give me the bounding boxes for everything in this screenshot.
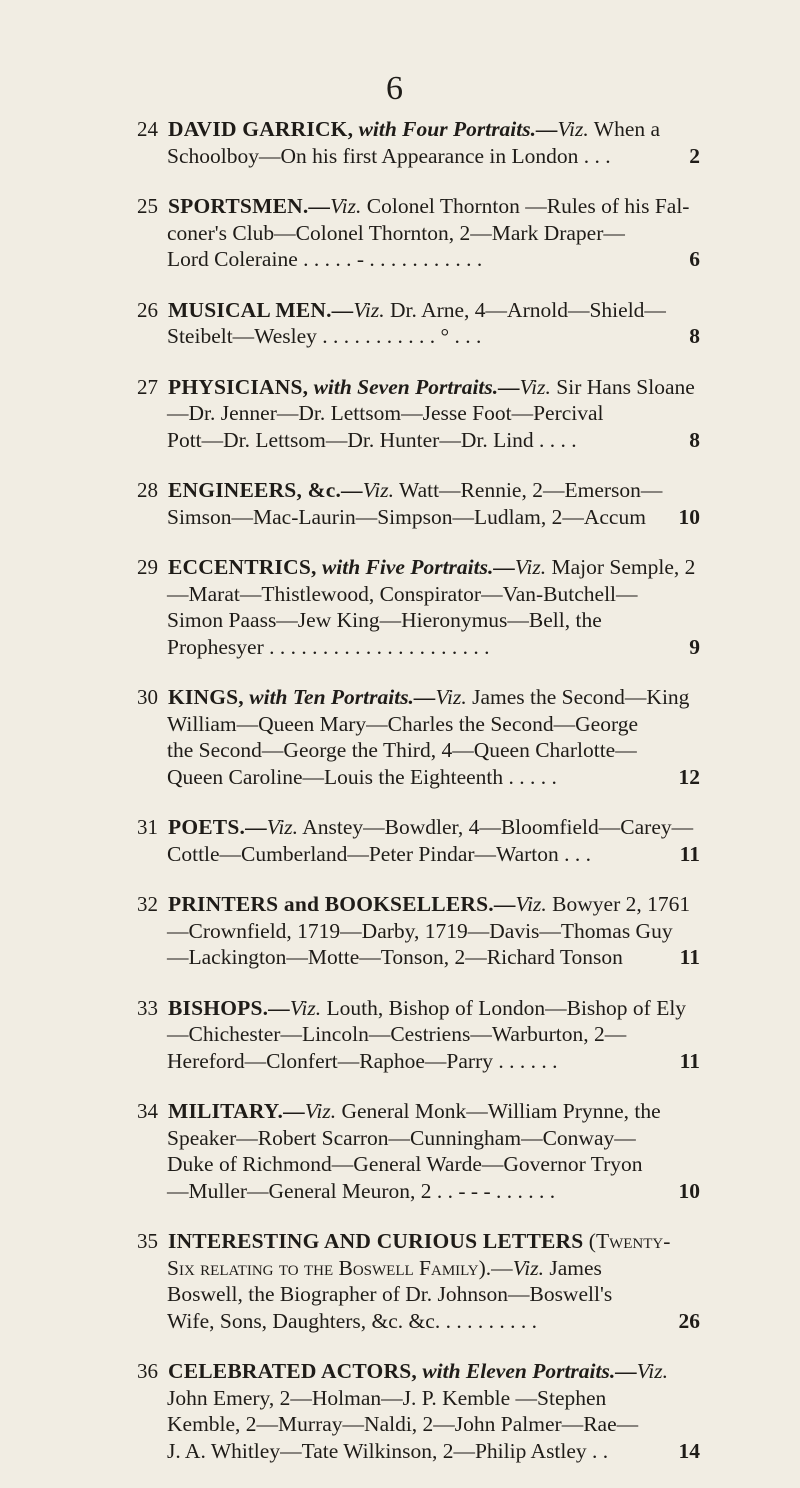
catalog-entry bbox=[0, 297, 800, 350]
entry-text-line: coner's Club—Colonel Thornton, 2—Mark Draper— bbox=[167, 220, 625, 245]
entry-continuation-line bbox=[0, 1178, 800, 1205]
entry-continuation-line bbox=[0, 400, 800, 427]
catalog-entry bbox=[0, 995, 800, 1075]
entry-text-line: Sir Hans Sloane bbox=[556, 374, 695, 399]
entry-first-line bbox=[0, 814, 800, 841]
entry-number: 25 bbox=[137, 194, 158, 218]
entry-heading: SPORTSMEN.— bbox=[168, 194, 331, 218]
entry-viz: Viz. bbox=[304, 1099, 337, 1123]
entry-continuation-line bbox=[0, 764, 800, 791]
entry-continuation-line bbox=[0, 841, 800, 868]
entry-viz: Viz. bbox=[519, 374, 551, 399]
entry-continuation-line bbox=[0, 1281, 800, 1308]
catalog-entry bbox=[0, 891, 800, 971]
entry-page-number: 11 bbox=[679, 1048, 700, 1073]
entry-text-line: Major Semple, 2 bbox=[551, 555, 696, 579]
entry-text-line: Cottle—Cumberland—Peter Pindar—Warton . . . bbox=[167, 841, 592, 866]
entry-viz: Viz. bbox=[330, 194, 362, 218]
entry-text-line: —Lackington—Motte—Tonson, 2—Richard Tonson bbox=[167, 945, 623, 969]
entry-text-line: John Emery, 2—Holman—J. P. Kemble —Stephen bbox=[167, 1385, 607, 1410]
entry-text-line: Prophesyer . . . . . . . . . . . . . . . . . . . . . bbox=[167, 634, 490, 659]
entry-text-line: Simson—Mac-Laurin—Simpson—Ludlam, 2—Accum bbox=[167, 504, 646, 529]
entry-viz: Viz. bbox=[557, 117, 589, 141]
entry-viz: Viz. bbox=[353, 297, 385, 322]
entry-text-line: (Twenty- bbox=[588, 1229, 671, 1253]
entry-subtitle: with Eleven Portraits.— bbox=[422, 1359, 637, 1383]
entry-text-line: Kemble, 2—Murray—Naldi, 2—John Palmer—Rae— bbox=[167, 1412, 639, 1436]
entry-text-line: Lord Coleraine . . . . . - . . . . . . . . . . . bbox=[167, 247, 483, 271]
entry-text-line: Duke of Richmond—General Warde—Governor Tryon bbox=[167, 1152, 643, 1176]
entry-continuation-line bbox=[0, 246, 800, 273]
entry-continuation-line bbox=[0, 944, 800, 971]
page-number: 6 bbox=[386, 70, 403, 107]
entry-continuation-line bbox=[0, 504, 800, 531]
catalog-entry bbox=[0, 814, 800, 867]
entry-viz: Viz. bbox=[435, 685, 467, 709]
entry-page-number: 11 bbox=[679, 841, 700, 866]
entry-continuation-line bbox=[0, 1125, 800, 1152]
entry-number: 36 bbox=[137, 1359, 158, 1383]
entry-first-line bbox=[0, 995, 800, 1022]
entry-text-line: Speaker—Robert Scarron—Cunningham—Conway— bbox=[167, 1125, 636, 1150]
entry-text-line: —Muller—General Meuron, 2 . . - - - . . . . . . bbox=[167, 1178, 556, 1203]
entry-continuation-line bbox=[0, 1411, 800, 1438]
entry-first-line bbox=[0, 374, 800, 401]
entry-heading: CELEBRATED ACTORS, bbox=[168, 1359, 417, 1383]
entry-text-line: General Monk—William Prynne, the bbox=[341, 1099, 661, 1123]
entry-text-line: William—Queen Mary—Charles the Second—George bbox=[167, 711, 639, 736]
entry-text-line: Watt—Rennie, 2—Emerson— bbox=[399, 478, 663, 502]
entry-first-line bbox=[0, 477, 800, 504]
entry-subtitle: with Seven Portraits.— bbox=[313, 374, 520, 399]
catalog-entry bbox=[0, 374, 800, 454]
entry-text-line: Queen Caroline—Louis the Eighteenth . . . . . bbox=[167, 764, 557, 789]
entry-text-line: Pott—Dr. Lettsom—Dr. Hunter—Dr. Lind . . . . bbox=[167, 427, 577, 452]
entry-text-line: James the Second—King bbox=[472, 685, 690, 709]
entry-text-line: —Dr. Jenner—Dr. Lettsom—Jesse Foot—Percival bbox=[167, 401, 604, 425]
entry-viz: Viz. bbox=[636, 1359, 669, 1383]
entry-continuation-line bbox=[0, 1385, 800, 1412]
entry-first-line bbox=[0, 554, 800, 581]
entry-text-line: Six relating to the Boswell Family).— bbox=[167, 1255, 513, 1280]
entry-text-line: Bowyer 2, 1761 bbox=[552, 892, 691, 916]
entry-viz: Viz. bbox=[289, 995, 322, 1020]
entry-subtitle: with Five Portraits.— bbox=[321, 555, 515, 579]
catalog-entry bbox=[0, 1098, 800, 1204]
entry-number: 33 bbox=[137, 995, 158, 1020]
entry-number: 27 bbox=[137, 374, 158, 399]
entry-text-line: —Chichester—Lincoln—Cestriens—Warburton, 2— bbox=[167, 1022, 627, 1046]
entry-number: 32 bbox=[137, 892, 158, 916]
entry-text-line: Simon Paass—Jew King—Hieronymus—Bell, the bbox=[167, 608, 602, 632]
entry-continuation-line bbox=[0, 711, 800, 738]
entry-page-number: 26 bbox=[678, 1308, 700, 1333]
catalog-entries bbox=[0, 116, 800, 1488]
entry-number: 34 bbox=[137, 1099, 158, 1123]
entry-continuation-line bbox=[0, 427, 800, 454]
catalog-entry bbox=[0, 1228, 800, 1334]
entry-number: 35 bbox=[137, 1229, 158, 1253]
entry-continuation-line bbox=[0, 607, 800, 634]
entry-first-line bbox=[0, 193, 800, 220]
entry-number: 26 bbox=[137, 297, 158, 322]
entry-continuation-line bbox=[0, 1308, 800, 1335]
entry-page-number: 10 bbox=[678, 504, 700, 529]
entry-number: 30 bbox=[137, 685, 158, 709]
entry-text-line: Colonel Thornton —Rules of his Fal- bbox=[366, 194, 690, 218]
entry-viz: Viz. bbox=[514, 555, 547, 579]
entry-number: 29 bbox=[137, 555, 158, 579]
entry-continuation-line bbox=[0, 1048, 800, 1075]
entry-continuation-line bbox=[0, 1438, 800, 1465]
entry-heading: MUSICAL MEN.— bbox=[168, 297, 354, 322]
entry-text-line: —Marat—Thistlewood, Conspirator—Van-Butchell— bbox=[167, 581, 638, 606]
catalog-entry bbox=[0, 554, 800, 660]
catalog-entry bbox=[0, 1358, 800, 1464]
entry-text-line: Steibelt—Wesley . . . . . . . . . . . ° . . . bbox=[167, 324, 482, 348]
entry-page-number: 8 bbox=[689, 324, 700, 348]
catalog-entry bbox=[0, 193, 800, 273]
entry-number: 31 bbox=[137, 815, 158, 839]
entry-page-number: 6 bbox=[689, 247, 700, 271]
entry-heading: POETS.— bbox=[168, 815, 267, 839]
entry-text-line: —Crownfield, 1719—Darby, 1719—Davis—Thomas Guy bbox=[167, 918, 673, 943]
catalog-entry bbox=[0, 116, 800, 169]
entry-continuation-line bbox=[0, 323, 800, 350]
entry-continuation-line bbox=[0, 1021, 800, 1048]
entry-first-line bbox=[0, 116, 800, 143]
entry-text-line: J. A. Whitley—Tate Wilkinson, 2—Philip Astley . . bbox=[167, 1438, 609, 1463]
entry-text-line: James bbox=[549, 1255, 602, 1280]
entry-page-number: 8 bbox=[689, 427, 700, 452]
entry-first-line bbox=[0, 1358, 800, 1385]
entry-page-number: 12 bbox=[678, 764, 700, 789]
entry-heading: ECCENTRICS, bbox=[168, 555, 317, 579]
entry-text-line: When a bbox=[593, 117, 661, 141]
entry-number: 24 bbox=[137, 117, 158, 141]
entry-text-line: the Second—George the Third, 4—Queen Charlotte— bbox=[167, 738, 637, 762]
entry-continuation-line bbox=[0, 1255, 800, 1282]
entry-heading: BISHOPS.— bbox=[168, 995, 290, 1020]
entry-first-line bbox=[0, 297, 800, 324]
entry-heading: KINGS, bbox=[168, 685, 244, 709]
entry-text-line: Anstey—Bowdler, 4—Bloomfield—Carey— bbox=[302, 815, 694, 839]
entry-viz: Viz. bbox=[515, 892, 547, 916]
entry-first-line bbox=[0, 1098, 800, 1125]
entry-subtitle: with Ten Portraits.— bbox=[249, 685, 436, 709]
entry-first-line bbox=[0, 891, 800, 918]
entry-text-line: Schoolboy—On his first Appearance in London . . . bbox=[167, 143, 611, 168]
entry-page-number: 14 bbox=[678, 1438, 700, 1463]
entry-viz: Viz. bbox=[266, 815, 299, 839]
entry-heading: INTERESTING AND CURIOUS LETTERS bbox=[168, 1229, 584, 1253]
entry-continuation-line bbox=[0, 634, 800, 661]
entry-viz: Viz. bbox=[362, 478, 394, 502]
entry-text-line: Louth, Bishop of London—Bishop of Ely bbox=[326, 995, 687, 1020]
entry-page-number: 10 bbox=[678, 1178, 700, 1203]
entry-text-line: Hereford—Clonfert—Raphoe—Parry . . . . . . bbox=[167, 1048, 558, 1073]
entry-text-line: Dr. Arne, 4—Arnold—Shield— bbox=[390, 297, 666, 322]
entry-continuation-line bbox=[0, 220, 800, 247]
entry-heading: ENGINEERS, &c.— bbox=[168, 478, 363, 502]
entry-viz: Viz. bbox=[512, 1255, 544, 1280]
entry-page-number: 11 bbox=[679, 945, 700, 969]
entry-continuation-line bbox=[0, 737, 800, 764]
entry-text-line: Boswell, the Biographer of Dr. Johnson—Boswell's bbox=[167, 1282, 613, 1306]
entry-page-number: 9 bbox=[689, 634, 700, 659]
catalog-entry bbox=[0, 477, 800, 530]
entry-continuation-line bbox=[0, 143, 800, 170]
entry-number: 28 bbox=[137, 478, 158, 502]
catalog-entry bbox=[0, 684, 800, 790]
entry-heading: MILITARY.— bbox=[168, 1099, 305, 1123]
entry-heading: PRINTERS and BOOKSELLERS.— bbox=[168, 892, 516, 916]
entry-heading: PHYSICIANS, bbox=[168, 374, 309, 399]
entry-first-line bbox=[0, 684, 800, 711]
entry-continuation-line bbox=[0, 581, 800, 608]
entry-text-line: Wife, Sons, Daughters, &c. &c. . . . . . . . . . bbox=[167, 1308, 537, 1333]
entry-heading: DAVID GARRICK, bbox=[168, 117, 354, 141]
entry-continuation-line bbox=[0, 1151, 800, 1178]
entry-page-number: 2 bbox=[689, 143, 700, 168]
entry-continuation-line bbox=[0, 918, 800, 945]
entry-subtitle: with Four Portraits.— bbox=[358, 117, 558, 141]
entry-first-line bbox=[0, 1228, 800, 1255]
